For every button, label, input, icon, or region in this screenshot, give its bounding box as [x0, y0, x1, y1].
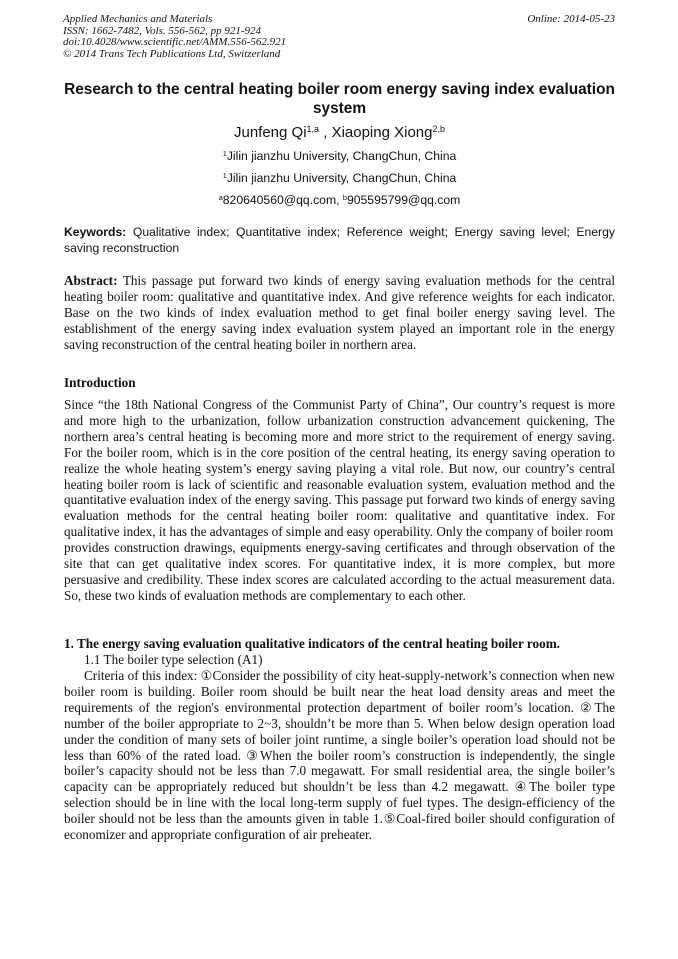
introduction-paragraph: provides construction drawings, equipments energy-saving certificates and through observation of the site that can get qualitative index scores. For quantitative index, it is more complex, but more persuasive and credibility. These index scores are calculated according to the actual measurement data. So, these two kinds of evaluation methods are complementary to each other.: [64, 540, 615, 603]
affiliation-text: Jilin jianzhu University, ChangChun, China: [226, 171, 457, 185]
section-1-heading: 1. The energy saving evaluation qualitative indicators of the central heating boiler room.: [64, 636, 560, 651]
email-link[interactable]: 820640560@qq.com: [222, 193, 337, 207]
author-superscript: 2,b: [432, 124, 445, 135]
journal-name: Applied Mechanics and Materials: [63, 13, 213, 25]
abstract-text: This passage put forward two kinds of energy saving evaluation methods for the central heating boiler room: qualitative and quantitative index. And give reference weights for each indicator. Base on the two kinds of index evaluation method to get final boiler energy saving level. The establishment of the energy saving index evaluation system played an important role in the energy saving reconstruction of the central heating boiler in northern area.: [64, 273, 615, 352]
keywords-text: Qualitative index; Quantitative index; Reference weight; Energy saving level; Energy saving reconstruction: [64, 225, 615, 255]
paper-title: Research to the central heating boiler room energy saving index evaluation system: [64, 81, 615, 117]
keywords-block: [64, 225, 615, 257]
introduction-paragraph: Since “the 18th National Congress of the Communist Party of China”, Our country’s request is more and more high to the urbanization, follow urbanization construction advancement quickening, The northern area’s central heating is becoming more and more strict to the requirement of energy saving. For the boiler room, which is in the core position of the central heating, its energy saving operation to realize the whole heating system’s energy saving playing a vital role. But now, our country’s central heating boiler room is lack of scientific and reasonable evaluation system, evaluation method and the quantitative evaluation index of the energy saving. This passage put forward two kinds of energy saving evaluation methods for the central heating boiler room: qualitative and quantitative index. For qualitative index, it has the advantages of simple and easy operability. Only the company of boiler room: [64, 397, 615, 540]
email-superscript: a: [218, 192, 223, 202]
author-name: Junfeng Qi: [233, 124, 307, 141]
affiliation-text: Jilin jianzhu University, ChangChun, China: [226, 149, 457, 163]
author-emails: [64, 193, 615, 208]
affiliation: [64, 171, 615, 186]
issn-line: ISSN: 1662-7482, Vols. 556-562, pp 921-924: [63, 24, 261, 37]
affiliation-superscript: 1: [222, 148, 227, 158]
author-name: Xiaoping Xiong: [331, 124, 433, 141]
abstract-block: [64, 273, 615, 353]
journal-header: [63, 14, 286, 60]
introduction-body: [64, 397, 615, 604]
email-separator: ,: [336, 193, 343, 207]
email-link[interactable]: 905595799@qq.com: [346, 193, 461, 207]
author-superscript: 1,a: [306, 124, 320, 135]
doi-line: doi:10.4028/www.scientific.net/AMM.556-562.921: [63, 36, 287, 49]
subsection-1-1-heading: 1.1 The boiler type selection (A1): [84, 652, 263, 667]
affiliation: [64, 149, 615, 164]
author-separator: ,: [319, 124, 332, 141]
abstract-label: Abstract:: [64, 273, 118, 288]
online-date: Online: 2014-05-23: [527, 13, 615, 25]
email-superscript: b: [342, 192, 347, 202]
author-list: [64, 124, 615, 142]
copyright-line: © 2014 Trans Tech Publications Ltd, Switzerland: [63, 47, 281, 60]
keywords-label: Keywords:: [64, 225, 127, 239]
criteria-paragraph: Criteria of this index: ①Consider the possibility of city heat-supply-network’s connection when new boiler room is building. Boiler room should be built near the heat load density areas and meet the requirements of the region's environmental protection department of boiler room’s location. ②The number of the boiler appropriate to 2~3, shouldn’t be more than 5. When below design operation load under the condition of many sets of boiler joint runtime, a single boiler’s operation load should not be less than 60% of the rated load. ③When the boiler room’s construction is independently, the single boiler’s capacity should not be less than 7.0 megawatt. For small residential area, the single boiler’s capacity can be appropriately reduced but shouldn’t be less than 4.2 megawatt. ④The boiler type selection should be in line with the local long-term supply of fuel types. The design-efficiency of the boiler should not be less than the amounts given in table 1.⑤Coal-fired boiler should configuration of economizer and appropriate configuration of air preheater.: [64, 668, 615, 843]
introduction-heading: Introduction: [64, 375, 136, 390]
affiliation-superscript: 1: [222, 170, 227, 180]
